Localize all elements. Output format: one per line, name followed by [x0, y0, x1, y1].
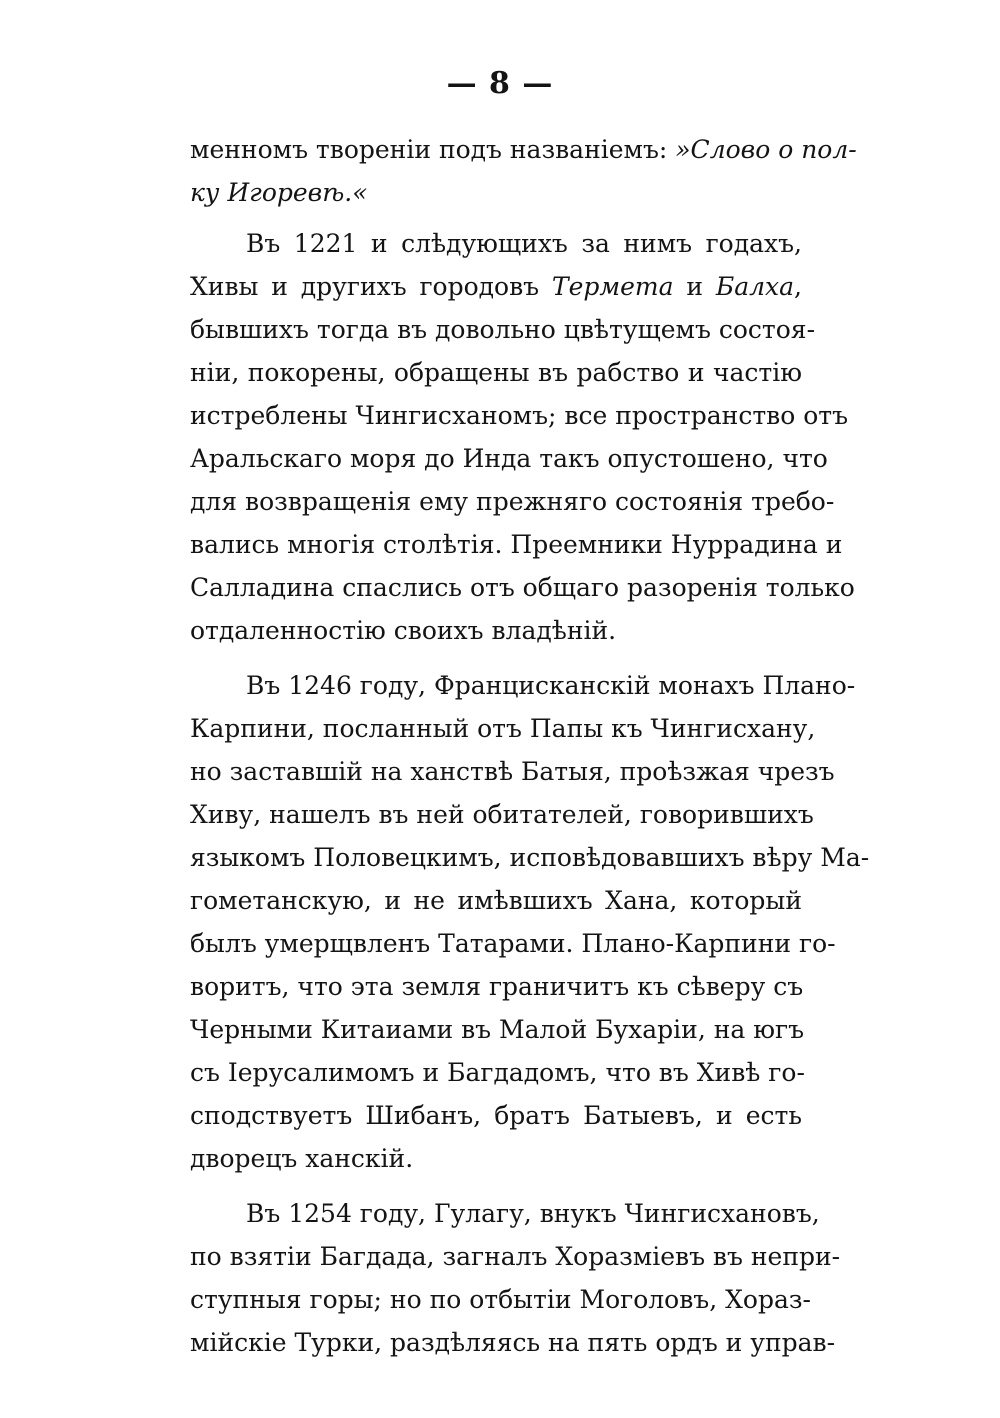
text-line: ніи, покорены, обращены въ рабство и частію: [190, 358, 802, 387]
text-line: воритъ, что эта земля граничитъ къ сѣверу съ: [190, 972, 804, 1001]
text-line: Хиву, нашелъ въ ней обитателей, говорившихъ: [190, 800, 814, 829]
page-number: — 8 —: [446, 66, 554, 101]
text-line: дворецъ ханскій.: [190, 1144, 414, 1173]
text-line: мійскіе Турки, раздѣляясь на пять ордъ и управ-: [190, 1328, 836, 1357]
text-line: Черными Китаиами въ Малой Бухаріи, на югъ: [190, 1015, 805, 1044]
italic-name: ку Игоревѣ.«: [190, 178, 368, 207]
text-line: для возвращенія ему прежняго состоянія требо-: [190, 487, 835, 516]
text-line: истреблены Чингисханомъ; все пространство отъ: [190, 401, 849, 430]
paragraph: [190, 664, 870, 1180]
text-line: языкомъ Половецкимъ, исповѣдовавшихъ вѣру Ма-: [190, 843, 870, 872]
italic-name: Балха: [715, 272, 795, 301]
italic-name: »Слово о пол-: [675, 135, 857, 164]
italic-name: Термета: [551, 272, 674, 301]
text-line: отдаленностію своихъ владѣній.: [190, 616, 617, 645]
paragraph: [190, 1192, 841, 1364]
text-line: менномъ твореніи подъ названіемъ: »Слово о пол-: [190, 135, 857, 164]
text-line: Салладина спаслись отъ общаго разоренія только: [190, 573, 855, 602]
text-line: по взятіи Багдада, загналъ Хоразміевъ въ непри-: [190, 1242, 841, 1271]
text-line: Въ 1246 году, Францисканскій монахъ Плано-: [246, 671, 856, 700]
paragraph: [190, 222, 855, 652]
text-line: Хивы и другихъ городовъ Термета и Балха,: [190, 272, 802, 301]
text-line: Въ 1221 и слѣдующихъ за нимъ годахъ,: [246, 229, 802, 258]
text-line: Аральскаго моря до Инда такъ опустошено, что: [190, 444, 828, 473]
paragraph-gap: [190, 652, 802, 664]
text-line: съ Іерусалимомъ и Багдадомъ, что въ Хивѣ го-: [190, 1058, 805, 1087]
text-line: Въ 1254 году, Гулагу, внукъ Чингисхановъ,: [246, 1199, 820, 1228]
text-line: бывшихъ тогда въ довольно цвѣтущемъ состоя-: [190, 315, 816, 344]
text-line: [190, 171, 802, 214]
paragraph-gap: [190, 214, 802, 222]
text-line: вались многія столѣтія. Преемники Нуррадина и: [190, 530, 843, 559]
text-line: но заставшій на ханствѣ Батыя, проѣзжая чрезъ: [190, 757, 835, 786]
text-line: гометанскую, и не имѣвшихъ Хана, который: [190, 886, 802, 915]
body-text: [190, 128, 870, 1364]
text-line: сподствуетъ Шибанъ, братъ Батыевъ, и есть: [190, 1101, 802, 1130]
text-line: ступныя горы; но по отбытіи Моголовъ, Хораз-: [190, 1285, 811, 1314]
paragraph-gap: [190, 1180, 802, 1192]
text-line: былъ умерщвленъ Татарами. Плано-Карпини го-: [190, 929, 836, 958]
text-line: Карпини, посланный отъ Папы къ Чингисхану,: [190, 714, 816, 743]
paragraph: [190, 128, 857, 214]
